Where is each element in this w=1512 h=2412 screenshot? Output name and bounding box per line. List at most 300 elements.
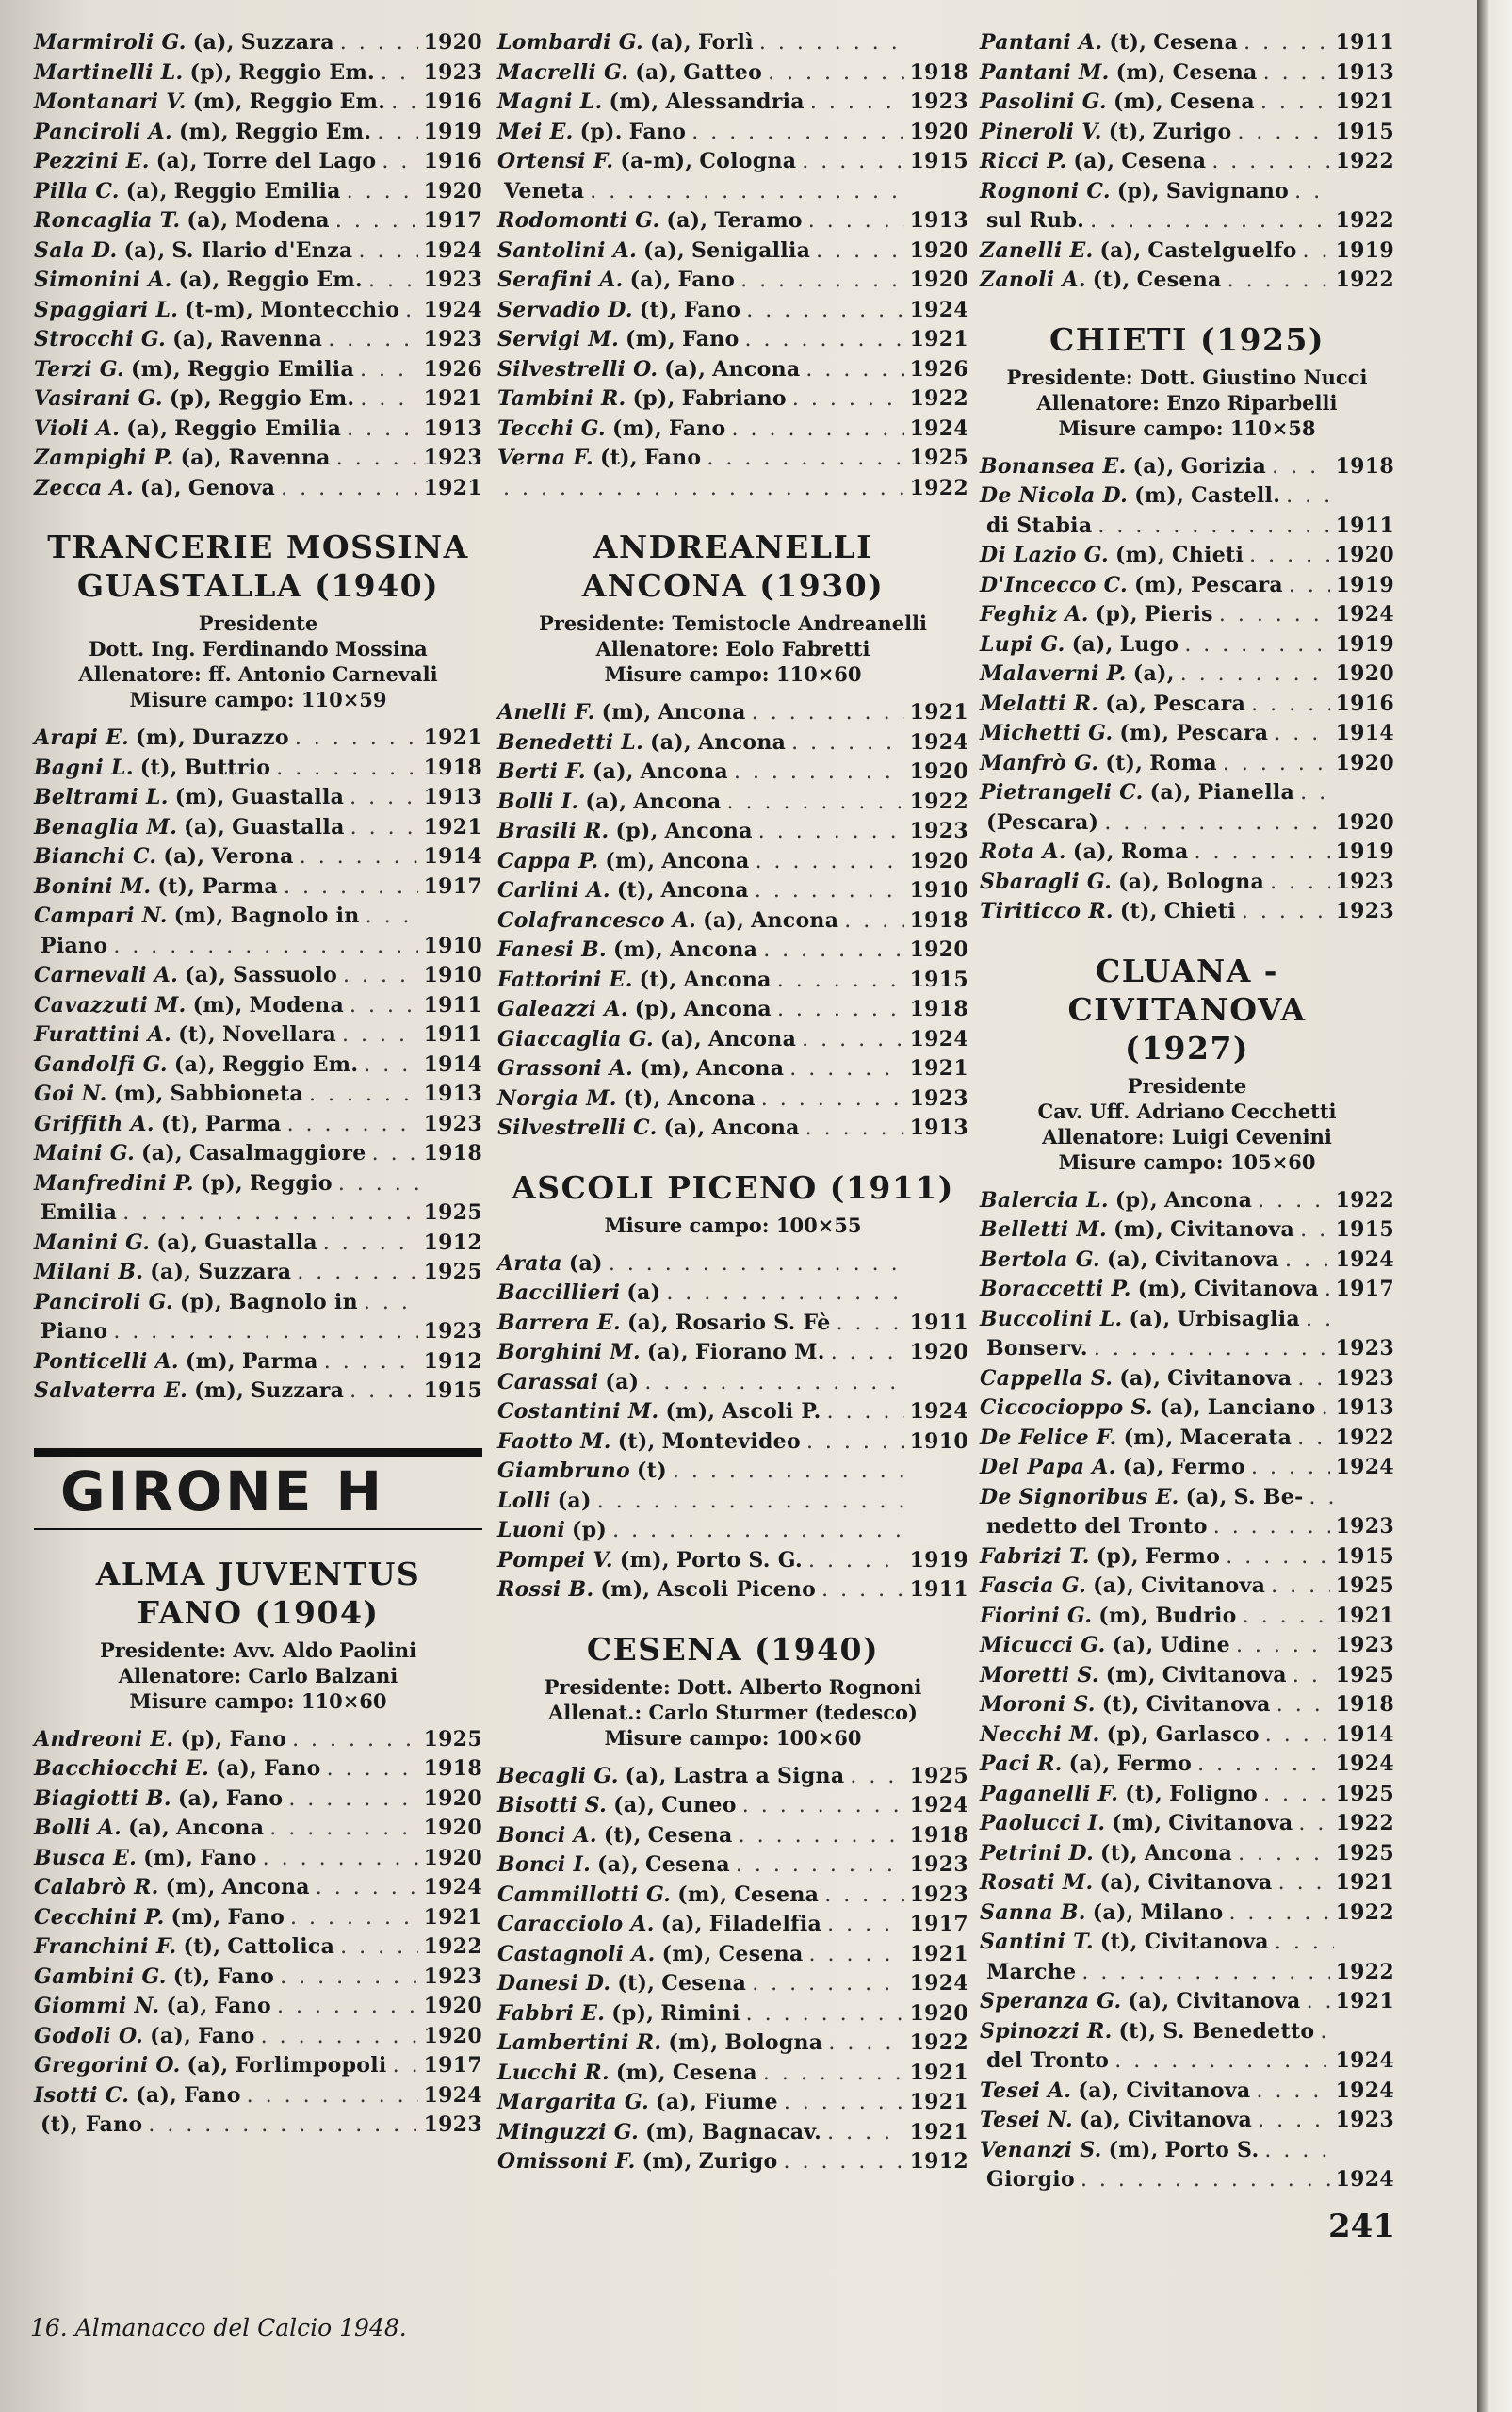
- player-role: (p),: [634, 997, 677, 1021]
- player-name: Gandolfi G.: [34, 1051, 168, 1077]
- player-birthplace: Milano: [1140, 1899, 1224, 1925]
- player-role: (a),: [128, 1816, 171, 1840]
- leader-dots: [1227, 266, 1330, 296]
- player-role: (p): [572, 1518, 608, 1542]
- player-birthplace: Reggio Em.: [221, 1051, 359, 1077]
- player-birth-year: 1924: [1335, 602, 1394, 627]
- player-role: (a),: [139, 475, 182, 500]
- player-birthplace: Ancona: [221, 1875, 310, 1899]
- player-role: (a),: [666, 208, 708, 233]
- player-role: (a),: [1185, 1484, 1227, 1509]
- player-birthplace: Ancona: [712, 356, 801, 382]
- player-birthplace: Modena: [235, 208, 330, 233]
- leader-dots: [784, 2088, 904, 2118]
- player-birthplace: Fano: [225, 1785, 284, 1811]
- player-birthplace: Novellara: [221, 1022, 337, 1047]
- player-birthplace: Torre del Lago: [203, 149, 377, 173]
- player-role: (t),: [1118, 2018, 1157, 2044]
- player-birthplace: Buttrio: [184, 755, 271, 780]
- player-birth-year: 1920: [909, 2000, 968, 2026]
- player-name: Boraccetti P.: [980, 1277, 1131, 1301]
- leader-dots: [360, 384, 417, 415]
- player-birth-year: 1918: [1335, 1692, 1394, 1717]
- player-birthplace: Civitanova: [1147, 1870, 1273, 1895]
- player-birthplace: Rimini: [660, 2000, 740, 2026]
- player-birthplace: Cesena: [661, 1971, 747, 1996]
- player-role: (m),: [605, 848, 656, 873]
- player-birth-year: 1920: [423, 30, 482, 55]
- player-entry: [980, 1483, 1394, 1513]
- player-name: Moretti S.: [980, 1662, 1099, 1687]
- player-name: Buccolini L.: [980, 1306, 1123, 1331]
- player-entry: [34, 474, 482, 504]
- leader-dots: [405, 296, 417, 326]
- player-name: Bagni L.: [34, 755, 134, 780]
- player-birth-year: 1913: [909, 208, 968, 233]
- player-entry: [34, 1903, 482, 1933]
- player-name: Isotti C.: [34, 2082, 130, 2108]
- player-name: Ciccocioppo S.: [980, 1395, 1153, 1420]
- player-name: Cammillotti G.: [497, 1882, 672, 1907]
- player-name: Becagli G.: [497, 1763, 619, 1788]
- player-birth-year: 1924: [1335, 1247, 1394, 1272]
- player-entry: [34, 2110, 482, 2141]
- player-entry: [497, 1791, 968, 1821]
- leader-dots: [828, 2029, 903, 2059]
- player-name: Andreoni E.: [34, 1726, 174, 1752]
- player-name: Fabbri E.: [497, 2000, 606, 2026]
- leader-dots: [1258, 2106, 1329, 2136]
- player-role: (m),: [615, 2060, 666, 2085]
- player-name: Bolli A.: [34, 1816, 122, 1840]
- leader-dots: [148, 2110, 417, 2141]
- player-entry: [980, 1275, 1394, 1305]
- player-name: Pezzini E.: [34, 149, 150, 173]
- player-birthplace: Ancona: [683, 967, 772, 992]
- player-birthplace: Civitanova: [1194, 1277, 1319, 1301]
- player-entry: [497, 415, 968, 445]
- player-birth-year: 1913: [1335, 1395, 1394, 1420]
- player-entry: [34, 842, 482, 872]
- leader-dots: [368, 266, 418, 296]
- leader-dots: [644, 1368, 908, 1398]
- player-entry: [34, 1873, 482, 1903]
- player-birth-year: 1920: [423, 1845, 482, 1870]
- player-birth-year: 1924: [423, 237, 482, 263]
- leader-dots: [247, 2081, 418, 2111]
- leader-dots: [808, 1546, 904, 1576]
- player-birthplace: Fiorano M.: [694, 1340, 825, 1364]
- player-name: Galeazzi A.: [497, 997, 628, 1021]
- player-role: (a),: [1072, 839, 1114, 864]
- player-birthplace: Roma: [1149, 750, 1217, 775]
- leader-dots: [1237, 118, 1329, 148]
- player-name: Minguzzi G.: [497, 2119, 640, 2144]
- column-middle: [497, 28, 968, 2177]
- player-entry: [497, 1762, 968, 1792]
- player-birth-year: 1925: [423, 1726, 482, 1752]
- team-info-line: Misure campo: 105×60: [1058, 1149, 1316, 1174]
- leader-dots: [809, 1940, 904, 1970]
- player-birth-year: 1924: [909, 297, 968, 322]
- player-birth-year: 1923: [909, 1882, 968, 1907]
- player-name: Mei E.: [497, 119, 574, 144]
- team-info-line: Presidente: [1127, 1073, 1247, 1098]
- player-birth-year: 1914: [423, 1051, 482, 1077]
- player-birthplace: Reggio Em.: [218, 386, 355, 411]
- player-birthplace: Teramo: [714, 208, 803, 233]
- leader-dots: [777, 995, 904, 1025]
- player-role: (m),: [1134, 572, 1184, 597]
- player-role: (a),: [597, 1852, 639, 1877]
- player-name: Lupi G.: [980, 631, 1065, 657]
- player-entry: [497, 1516, 968, 1546]
- player-role: (a),: [150, 1260, 192, 1284]
- player-entry: [980, 660, 1394, 690]
- player-role: (t),: [600, 446, 638, 470]
- player-name: Zecca A.: [34, 475, 134, 500]
- player-entry: [980, 1542, 1394, 1573]
- leader-dots: [350, 783, 417, 813]
- player-birth-year: 1922: [423, 1934, 482, 1959]
- team-name-line: (1927): [1124, 1029, 1250, 1067]
- player-role: (t),: [160, 1111, 199, 1136]
- player-list: [497, 28, 968, 503]
- player-role: (m),: [136, 725, 187, 750]
- player-birth-year: 1921: [1335, 1603, 1394, 1628]
- player-birthplace: Suzzara: [251, 1378, 345, 1403]
- player-role: (a),: [123, 237, 166, 263]
- leader-dots: [1325, 1275, 1330, 1305]
- player-entry: [34, 58, 482, 89]
- player-entry: [34, 28, 482, 58]
- player-birthplace: Fano: [198, 2023, 255, 2048]
- team-title: CHIETI (1925): [1049, 320, 1325, 358]
- player-name: Biagiotti B.: [34, 1785, 171, 1811]
- leader-dots: [756, 847, 904, 877]
- player-birthplace: Ascoli Piceno: [657, 1577, 817, 1602]
- leader-dots: [802, 1025, 903, 1055]
- player-birth-year: 1925: [1335, 1573, 1394, 1598]
- player-role: (m),: [677, 1882, 728, 1907]
- player-birthplace: del Tronto: [986, 2048, 1110, 2073]
- player-birth-year: 1919: [909, 1547, 968, 1573]
- player-name: Paganelli F.: [980, 1781, 1119, 1806]
- player-role: (a),: [1149, 780, 1192, 805]
- player-name: Pineroli V.: [980, 119, 1102, 144]
- player-birth-year: 1913: [423, 1082, 482, 1106]
- team-info-line: Allenatore: Enzo Riparbelli: [1036, 390, 1338, 415]
- player-role: (m),: [600, 1577, 651, 1602]
- player-entry: [980, 452, 1394, 482]
- player-birthplace: Ancona: [660, 878, 749, 903]
- player-birth-year: 1924: [909, 1793, 968, 1817]
- player-birthplace: Fano: [229, 1726, 287, 1752]
- player-name: Giaccaglia G.: [497, 1026, 655, 1051]
- player-birth-year: 1922: [1335, 149, 1394, 173]
- leader-dots: [1258, 1186, 1329, 1216]
- player-name: Vasirani G.: [34, 386, 163, 411]
- player-birth-year: 1921: [423, 725, 482, 750]
- player-role: (p),: [611, 2000, 655, 2026]
- player-role: (a),: [650, 30, 691, 55]
- player-birthplace: Fano: [200, 1845, 257, 1870]
- player-entry: [497, 1821, 968, 1851]
- player-entry: [497, 817, 968, 847]
- player-entry: [980, 1750, 1394, 1780]
- player-name: Del Papa A.: [980, 1455, 1116, 1479]
- team-name-line: FANO (1904): [137, 1593, 380, 1631]
- leader-dots: [831, 1338, 904, 1368]
- player-birthplace: Foligno: [1169, 1781, 1259, 1806]
- leader-dots: [1242, 897, 1330, 927]
- player-role: (a),: [172, 327, 215, 351]
- leader-dots: [844, 906, 903, 937]
- player-birth-year: 1918: [909, 59, 968, 85]
- leader-dots: [1104, 808, 1329, 839]
- player-birthplace: Montevideo: [661, 1428, 801, 1454]
- leader-dots: [1251, 1453, 1330, 1483]
- player-birth-year: 1911: [1335, 30, 1394, 55]
- leader-dots: [336, 444, 418, 474]
- leader-dots: [746, 1999, 904, 2029]
- team-name-line: GUASTALLA (1940): [76, 567, 440, 604]
- player-birth-year: 1922: [1335, 1899, 1394, 1925]
- player-birth-year: 1922: [909, 475, 968, 500]
- player-name: Michetti G.: [980, 721, 1114, 745]
- player-name: Bonini M.: [34, 873, 152, 899]
- player-birthplace: Cesena: [672, 2060, 757, 2085]
- player-birthplace: Verona: [211, 844, 294, 869]
- leader-dots: [372, 1139, 418, 1169]
- player-birthplace: Lastra a Signa: [673, 1763, 845, 1788]
- player-name: Bolli I.: [497, 789, 579, 814]
- player-birthplace: Urbisaglia: [1177, 1306, 1300, 1331]
- player-name: Sala D.: [34, 237, 118, 263]
- player-birth-year: 1923: [423, 1111, 482, 1136]
- leader-dots: [1263, 58, 1330, 89]
- player-birthplace: Ancona: [667, 1085, 756, 1111]
- leader-dots: [609, 1249, 908, 1279]
- player-name: Silvestrelli O.: [497, 356, 658, 382]
- player-birth-year: 1917: [423, 2053, 482, 2078]
- player-birthplace: Ancona: [751, 907, 839, 933]
- player-birth-year: 1922: [1335, 268, 1394, 292]
- leader-dots: [350, 813, 418, 843]
- player-entry: [497, 1457, 968, 1487]
- player-birth-year: 1919: [1335, 572, 1394, 597]
- player-entry: [980, 571, 1394, 601]
- player-role: (a),: [703, 907, 745, 933]
- player-birthplace: S. Be-: [1233, 1484, 1304, 1509]
- leader-dots: [734, 758, 904, 788]
- player-name: Danesi D.: [497, 1971, 611, 1996]
- player-birth-year: 1913: [423, 785, 482, 809]
- player-birthplace: Cesena: [1169, 90, 1255, 114]
- player-name: Rognoni C.: [980, 178, 1111, 204]
- leader-dots: [1303, 236, 1330, 267]
- team-title: CESENA (1940): [586, 1630, 880, 1668]
- player-role: (m),: [668, 2030, 719, 2055]
- player-role: (p),: [615, 819, 658, 843]
- player-name: Giommi N.: [34, 1994, 160, 2018]
- player-birth-year: 1923: [1335, 869, 1394, 894]
- player-entry: [497, 474, 968, 504]
- player-birthplace: Fabriano: [681, 386, 787, 411]
- player-entry: [497, 236, 968, 267]
- player-name: Sbaragli G.: [980, 869, 1113, 894]
- player-birthplace: Guastalla: [231, 785, 345, 809]
- player-birth-year: 1926: [423, 356, 482, 382]
- player-role: (m),: [613, 937, 663, 962]
- player-name: Benedetti L.: [497, 729, 644, 755]
- leader-dots: [761, 1084, 904, 1115]
- player-birthplace: Bagnolo in: [230, 904, 360, 928]
- player-birth-year: 1922: [909, 789, 968, 814]
- leader-dots: [1197, 1750, 1329, 1780]
- leader-dots: [805, 355, 903, 385]
- player-birthplace: Reggio Emilia: [174, 416, 342, 441]
- player-birthplace: Civitanova: [1176, 1989, 1301, 2013]
- player-entry: [497, 1249, 968, 1279]
- player-entry: [980, 1305, 1394, 1335]
- leader-dots: [393, 2051, 418, 2081]
- player-name: Grassoni A.: [497, 1056, 634, 1081]
- player-birth-year: 1910: [423, 933, 482, 958]
- player-birth-year: 1923: [909, 1852, 968, 1877]
- team-section-andreanelli: [497, 528, 968, 1144]
- player-name: Ricci P.: [980, 149, 1067, 173]
- player-entry: [980, 749, 1394, 779]
- leader-dots: [726, 788, 903, 818]
- player-birth-year: 1913: [423, 416, 482, 441]
- player-role: (a),: [126, 416, 169, 441]
- player-entry: [34, 1377, 482, 1407]
- team-info-line: Misure campo: 110×60: [604, 662, 862, 686]
- leader-dots: [752, 698, 904, 728]
- player-entry: [34, 754, 482, 784]
- player-birthplace: Ancona: [711, 1116, 800, 1140]
- player-role: (m),: [1123, 1425, 1174, 1450]
- leader-dots: [821, 1575, 903, 1605]
- team-info-line: Presidente: Dott. Giustino Nucci: [1006, 365, 1368, 389]
- team-info-line: Presidente: Dott. Alberto Rognoni: [544, 1674, 922, 1699]
- leader-dots: [297, 1258, 417, 1288]
- player-birthplace: Piano: [41, 933, 108, 958]
- player-birthplace: Pescara: [1153, 691, 1246, 716]
- player-entry: [497, 266, 968, 296]
- leader-dots: [316, 1873, 418, 1903]
- page-footer: 16. Almanacco del Calcio 1948.: [30, 2314, 407, 2341]
- leader-dots: [335, 206, 418, 236]
- player-name: Ponticelli A.: [34, 1348, 179, 1374]
- player-role: (a),: [1093, 1573, 1135, 1598]
- leader-dots: [347, 177, 418, 207]
- player-birth-year: 1912: [423, 1348, 482, 1374]
- player-birth-year: 1911: [423, 1022, 482, 1047]
- player-birthplace: (Pescara): [986, 809, 1099, 835]
- player-birth-year: 1922: [1335, 1811, 1394, 1835]
- player-birth-year: 1923: [909, 1085, 968, 1111]
- player-birthplace: Porto S. G.: [675, 1547, 803, 1573]
- player-name: Faotto M.: [497, 1428, 611, 1454]
- player-name: Campari N.: [34, 904, 168, 928]
- player-role: (p).: [579, 119, 623, 144]
- team-info-line: Allenatore: ff. Antonio Carnevali: [78, 662, 438, 686]
- player-birthplace: Fermo: [1116, 1752, 1193, 1776]
- player-list: [497, 1762, 968, 2177]
- player-name: Manfrò G.: [980, 750, 1099, 775]
- player-entry: [497, 698, 968, 728]
- player-birthplace: Gatteo: [683, 59, 763, 85]
- player-entry: [34, 296, 482, 326]
- leader-dots: [292, 1725, 418, 1755]
- player-entry: [497, 1114, 968, 1144]
- player-birth-year: 1911: [909, 1310, 968, 1335]
- group-heading-block: [34, 1448, 482, 1530]
- player-birthplace: Chieti: [1163, 899, 1236, 923]
- player-role: (t),: [172, 1964, 211, 1989]
- player-birth-year: 1913: [1335, 59, 1394, 85]
- leader-dots: [281, 474, 417, 504]
- leader-dots: [768, 58, 903, 89]
- player-birthplace: Bagnacav.: [702, 2119, 822, 2144]
- player-name: Griffith A.: [34, 1111, 154, 1136]
- player-birth-year: 1921: [909, 2119, 968, 2144]
- leader-dots: [1094, 1334, 1330, 1364]
- player-birthplace: Ancona: [707, 1026, 797, 1051]
- player-entry: [497, 147, 968, 177]
- player-birthplace: Ascoli P.: [722, 1399, 821, 1424]
- player-role: (a),: [1118, 869, 1161, 894]
- player-entry: [980, 1809, 1394, 1839]
- player-birth-year: 1925: [423, 1200, 482, 1225]
- player-entry: [34, 2081, 482, 2111]
- leader-dots: [342, 1020, 418, 1051]
- player-birth-year: 1921: [423, 814, 482, 839]
- player-birthplace: Savignano: [1165, 178, 1290, 204]
- player-birth-year: 1911: [909, 1577, 968, 1602]
- player-birth-year: 1918: [909, 997, 968, 1021]
- player-birth-year: 1919: [423, 119, 482, 144]
- player-entry: [497, 1279, 968, 1309]
- player-name: Calabrò R.: [34, 1875, 159, 1899]
- player-birth-year: 1925: [1335, 1781, 1394, 1806]
- player-role: (m),: [661, 1941, 712, 1966]
- player-birth-year: 1918: [423, 1141, 482, 1165]
- leader-dots: [758, 817, 904, 847]
- player-name: Bacchiocchi E.: [34, 1756, 210, 1781]
- player-entry: [34, 2022, 482, 2052]
- team-info-line: Misure campo: 100×55: [604, 1213, 862, 1237]
- player-role: (t),: [139, 755, 178, 780]
- leader-dots: [1306, 1305, 1334, 1335]
- player-entry: [34, 1754, 482, 1785]
- player-birth-year: 1914: [1335, 1721, 1394, 1747]
- player-name: Bonci A.: [497, 1822, 597, 1848]
- player-birth-year: 1924: [423, 1875, 482, 1899]
- player-entry: [497, 1487, 968, 1517]
- player-entry: [980, 58, 1394, 89]
- player-name: Servadio D.: [497, 297, 633, 322]
- player-role: (t): [637, 1459, 667, 1483]
- player-role: (a),: [1122, 1455, 1164, 1479]
- player-name: Zampighi P.: [34, 446, 174, 470]
- player-name: Baccillieri: [497, 1280, 621, 1305]
- player-role: (a),: [136, 2082, 178, 2108]
- team-section-chieti: [980, 320, 1394, 927]
- team-section-alma-juventus: [34, 1555, 482, 2141]
